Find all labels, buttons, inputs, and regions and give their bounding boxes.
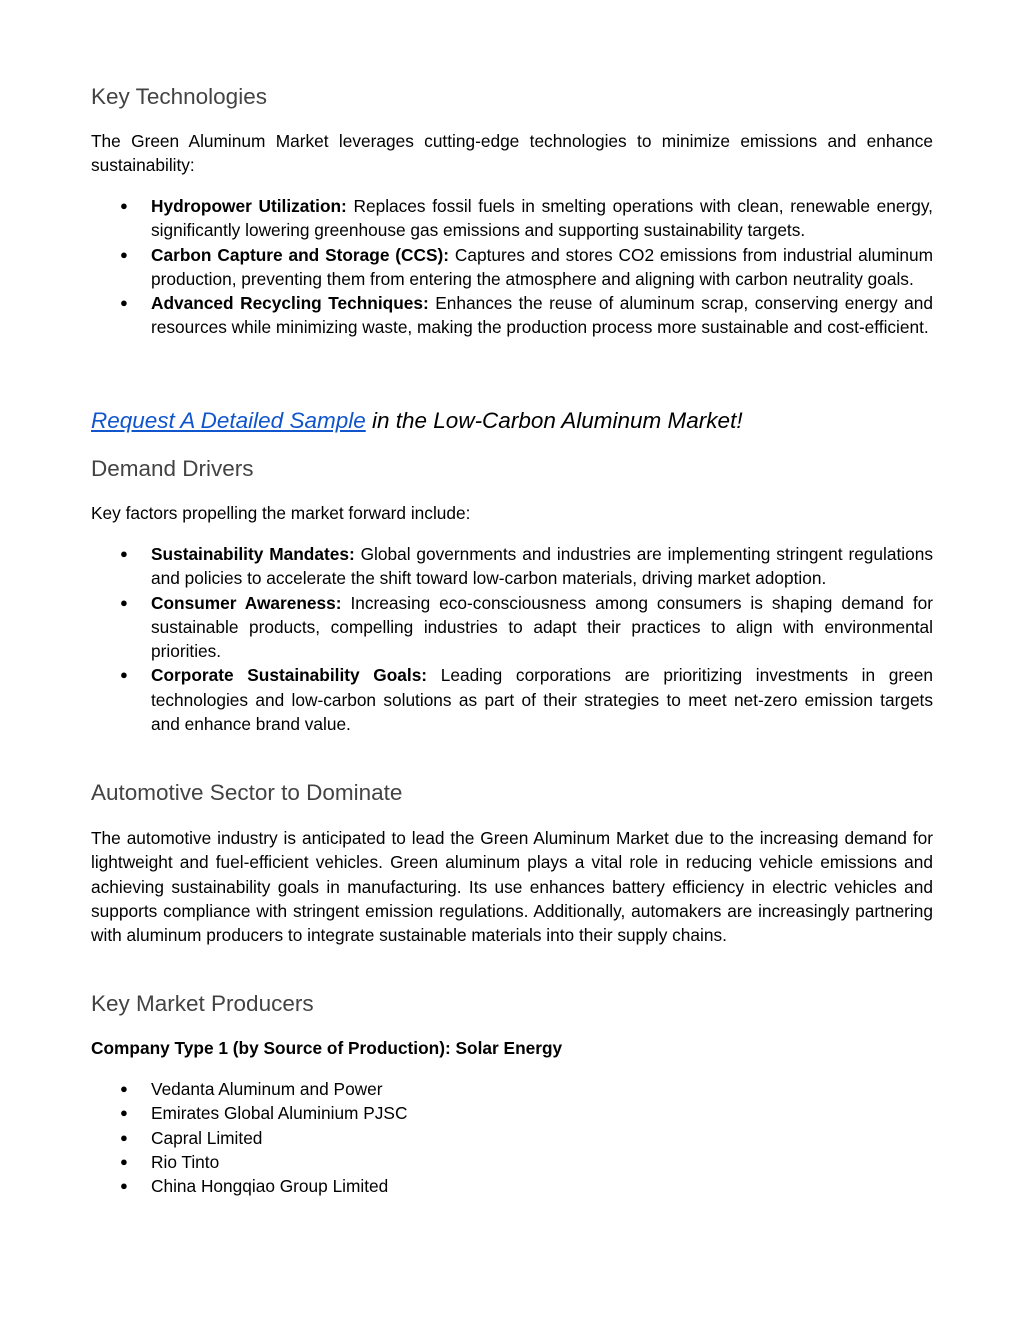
key-technologies-list xyxy=(91,194,933,340)
list-item-term: Carbon Capture and Storage (CCS): xyxy=(151,244,450,265)
demand-drivers-intro: Key factors propelling the market forward include: xyxy=(91,503,471,523)
key-technologies-intro-block xyxy=(91,129,933,178)
list-item xyxy=(91,194,933,243)
bullet-icon: ● xyxy=(120,1081,128,1096)
producers-list-block xyxy=(91,1077,933,1198)
list-item xyxy=(91,291,933,340)
list-item-text: Global governments and industries are implementing stringent regulations and policies to accelerate the shift toward low-carbon materials, driving market adoption. xyxy=(151,544,933,589)
demand-drivers-section xyxy=(91,455,933,483)
key-technologies-intro: The Green Aluminum Market leverages cutting-edge technologies to minimize emissions and enhance sustainability: xyxy=(91,131,933,176)
producers-list xyxy=(91,1077,933,1198)
bullet-icon: ● xyxy=(120,198,128,213)
bullet-icon: ● xyxy=(120,1178,128,1194)
automotive-body-block xyxy=(91,826,933,947)
list-item xyxy=(91,1150,933,1174)
list-item xyxy=(91,663,933,736)
cta-suffix: in the Low-Carbon Aluminum Market! xyxy=(365,408,743,433)
company-type-label: Company Type 1 (by Source of Production): Solar Energy xyxy=(91,1038,563,1058)
list-item xyxy=(91,243,933,292)
list-item-text: Increasing eco-consciousness among consumers is shaping demand for sustainable products, compelling industries to adapt their practices to align with environmental priorities. xyxy=(151,592,933,662)
list-item-term: Hydropower Utilization: xyxy=(151,196,347,216)
list-item-term: Advanced Recycling Techniques: xyxy=(151,293,429,314)
producer-name: Emirates Global Aluminium PJSC xyxy=(151,1103,408,1124)
list-item-text: Leading corporations are prioritizing investments in green technologies and low-carbon solutions as part of their strategies to meet net-zero emission targets and enhance brand value. xyxy=(151,665,933,735)
automotive-heading: Automotive Sector to Dominate xyxy=(91,780,403,805)
producers-heading: Key Market Producers xyxy=(91,991,314,1016)
demand-drivers-list-block xyxy=(91,542,933,736)
request-sample-link[interactable]: Request A Detailed Sample xyxy=(91,408,366,433)
automotive-section xyxy=(91,779,933,807)
bullet-icon: ● xyxy=(120,1129,128,1145)
producer-name: China Hongqiao Group Limited xyxy=(151,1176,389,1197)
producer-name: Rio Tinto xyxy=(151,1151,220,1172)
list-item xyxy=(91,1126,933,1150)
demand-drivers-list xyxy=(91,542,933,736)
bullet-icon: ● xyxy=(120,594,128,610)
company-type-block xyxy=(91,1036,933,1060)
list-item-text: Captures and stores CO2 emissions from industrial aluminum production, preventing them from entering the atmosphere and aligning with carbon neutrality goals. xyxy=(151,244,933,289)
key-technologies-heading: Key Technologies xyxy=(91,84,267,109)
demand-drivers-heading: Demand Drivers xyxy=(91,456,254,481)
list-item xyxy=(91,1101,933,1125)
demand-drivers-intro-block xyxy=(91,501,933,525)
bullet-icon: ● xyxy=(120,295,128,311)
bullet-icon: ● xyxy=(120,1105,128,1121)
cta-block xyxy=(91,407,933,435)
key-technologies-section xyxy=(91,83,933,111)
producers-section xyxy=(91,990,933,1018)
list-item-term: Corporate Sustainability Goals: xyxy=(151,665,428,686)
automotive-body: The automotive industry is anticipated to lead the Green Aluminum Market due to the increasing demand for lightweight and fuel-efficient vehicles. Green aluminum plays a vital role in reducing vehicle emissions and achieving sustainability goals in manufacturing. Its use enhances battery efficiency in electric vehicles and supports compliance with stringent emission regulations. Additionally, automakers are increasingly partnering with aluminum producers to integrate sustainable materials into their supply chains. xyxy=(91,828,933,946)
list-item xyxy=(91,1077,933,1101)
list-item xyxy=(91,591,933,664)
list-item-text: Replaces fossil fuels in smelting operations with clean, renewable energy, significantly lowering greenhouse gas emissions and supporting sustainability targets. xyxy=(151,196,933,241)
producer-name: Vedanta Aluminum and Power xyxy=(151,1079,383,1099)
key-technologies-list-block xyxy=(91,194,933,340)
list-item-text: Enhances the reuse of aluminum scrap, conserving energy and resources while minimizing waste, making the production process more sustainable and cost-efficient. xyxy=(151,293,933,338)
list-item xyxy=(91,542,933,591)
bullet-icon: ● xyxy=(120,546,128,561)
producer-name: Capral Limited xyxy=(151,1127,263,1148)
bullet-icon: ● xyxy=(120,1153,128,1169)
list-item-term: Sustainability Mandates: xyxy=(151,544,355,564)
bullet-icon: ● xyxy=(120,667,128,683)
bullet-icon: ● xyxy=(120,246,128,262)
cta-line xyxy=(91,407,933,435)
list-item xyxy=(91,1174,933,1198)
list-item-term: Consumer Awareness: xyxy=(151,592,342,613)
